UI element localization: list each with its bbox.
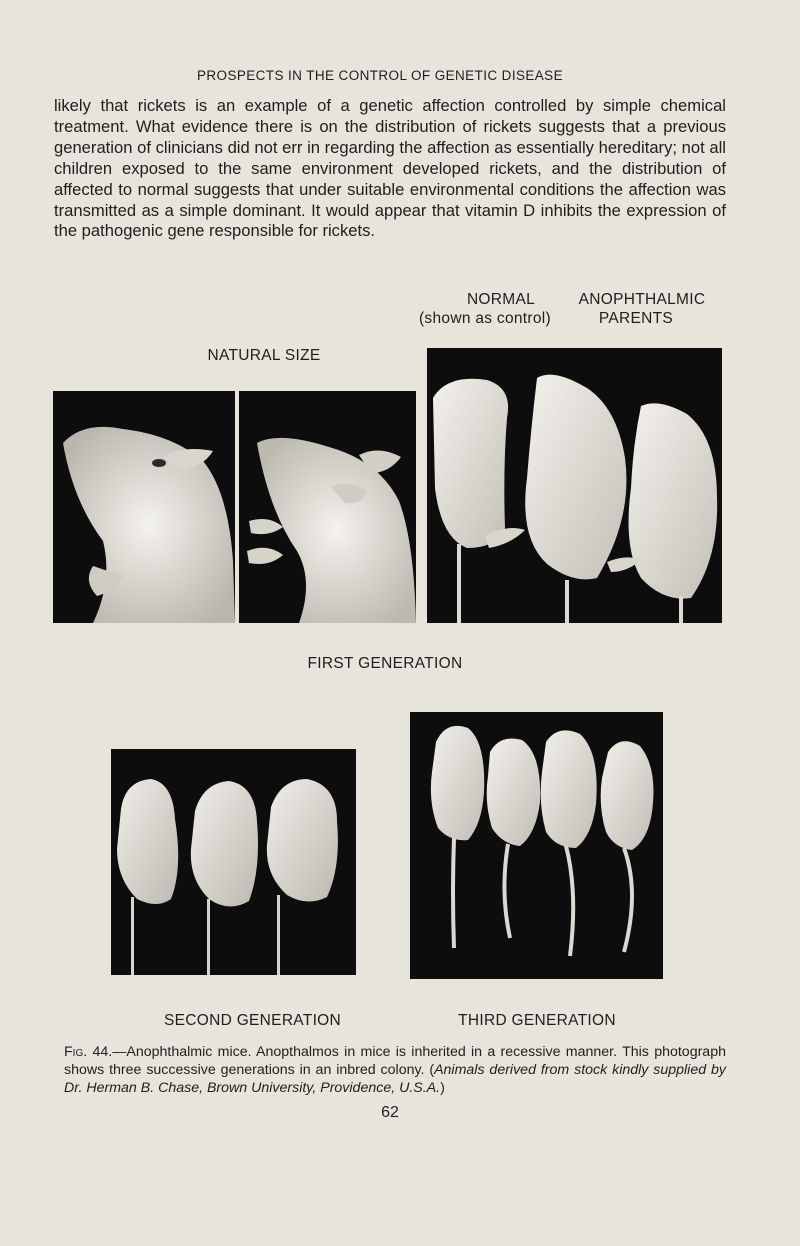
photo-first-generation: [427, 348, 722, 623]
label-normal: NORMAL: [466, 291, 536, 308]
page-number: 62: [381, 1104, 399, 1121]
mouse-photo-third-generation: [410, 712, 663, 979]
label-normal-note: (shown as control): [418, 310, 552, 327]
figure-caption: [64, 1044, 726, 1097]
photo-anophthalmic-parent: [239, 391, 416, 623]
mouse-photo-first-generation: [427, 348, 722, 623]
caption-credit: Animals derived from stock kindly supplied by Dr. Herman B. Chase, Brown University, Providence, U.S.A.: [64, 1061, 726, 1096]
photo-second-generation: [111, 749, 356, 975]
caption-close: ): [440, 1079, 445, 1096]
mouse-photo-normal: [53, 391, 235, 623]
mouse-photo-anophthalmic: [239, 391, 416, 623]
caption-text: —Anophthalmic mice. Anopthalmos in mice is inherited in a recessive manner. This photograph shows three successive generations in an inbred colony. (: [64, 1044, 726, 1078]
photo-third-generation: [410, 712, 663, 979]
body-paragraph: likely that rickets is an example of a genetic affection controlled by simple chemical treatment. What evidence there is on the distribution of rickets suggests that a previous generation of clinicians did not err in regarding the affection as essentially hereditary; not all children exposed to the same environment developed rickets, and the distribution of affected to normal suggests that under suitable environmental conditions the affection was transmitted as a simple dominant. It would appear that vitamin D inhibits the expression of the pathogenic gene responsible for rickets.: [54, 96, 726, 241]
label-parents: PARENTS: [598, 310, 674, 327]
running-head: PROSPECTS IN THE CONTROL OF GENETIC DISEASE: [196, 68, 563, 83]
label-natural-size: NATURAL SIZE: [207, 347, 321, 364]
photo-normal-control: [53, 391, 235, 623]
label-anophthalmic: ANOPHTHALMIC: [578, 291, 706, 308]
mouse-photo-second-generation: [111, 749, 356, 975]
label-first-generation: FIRST GENERATION: [307, 655, 463, 672]
label-second-generation: SECOND GENERATION: [163, 1012, 342, 1029]
label-third-generation: THIRD GENERATION: [458, 1012, 616, 1029]
figure-number: Fig. 44.: [64, 1044, 113, 1060]
